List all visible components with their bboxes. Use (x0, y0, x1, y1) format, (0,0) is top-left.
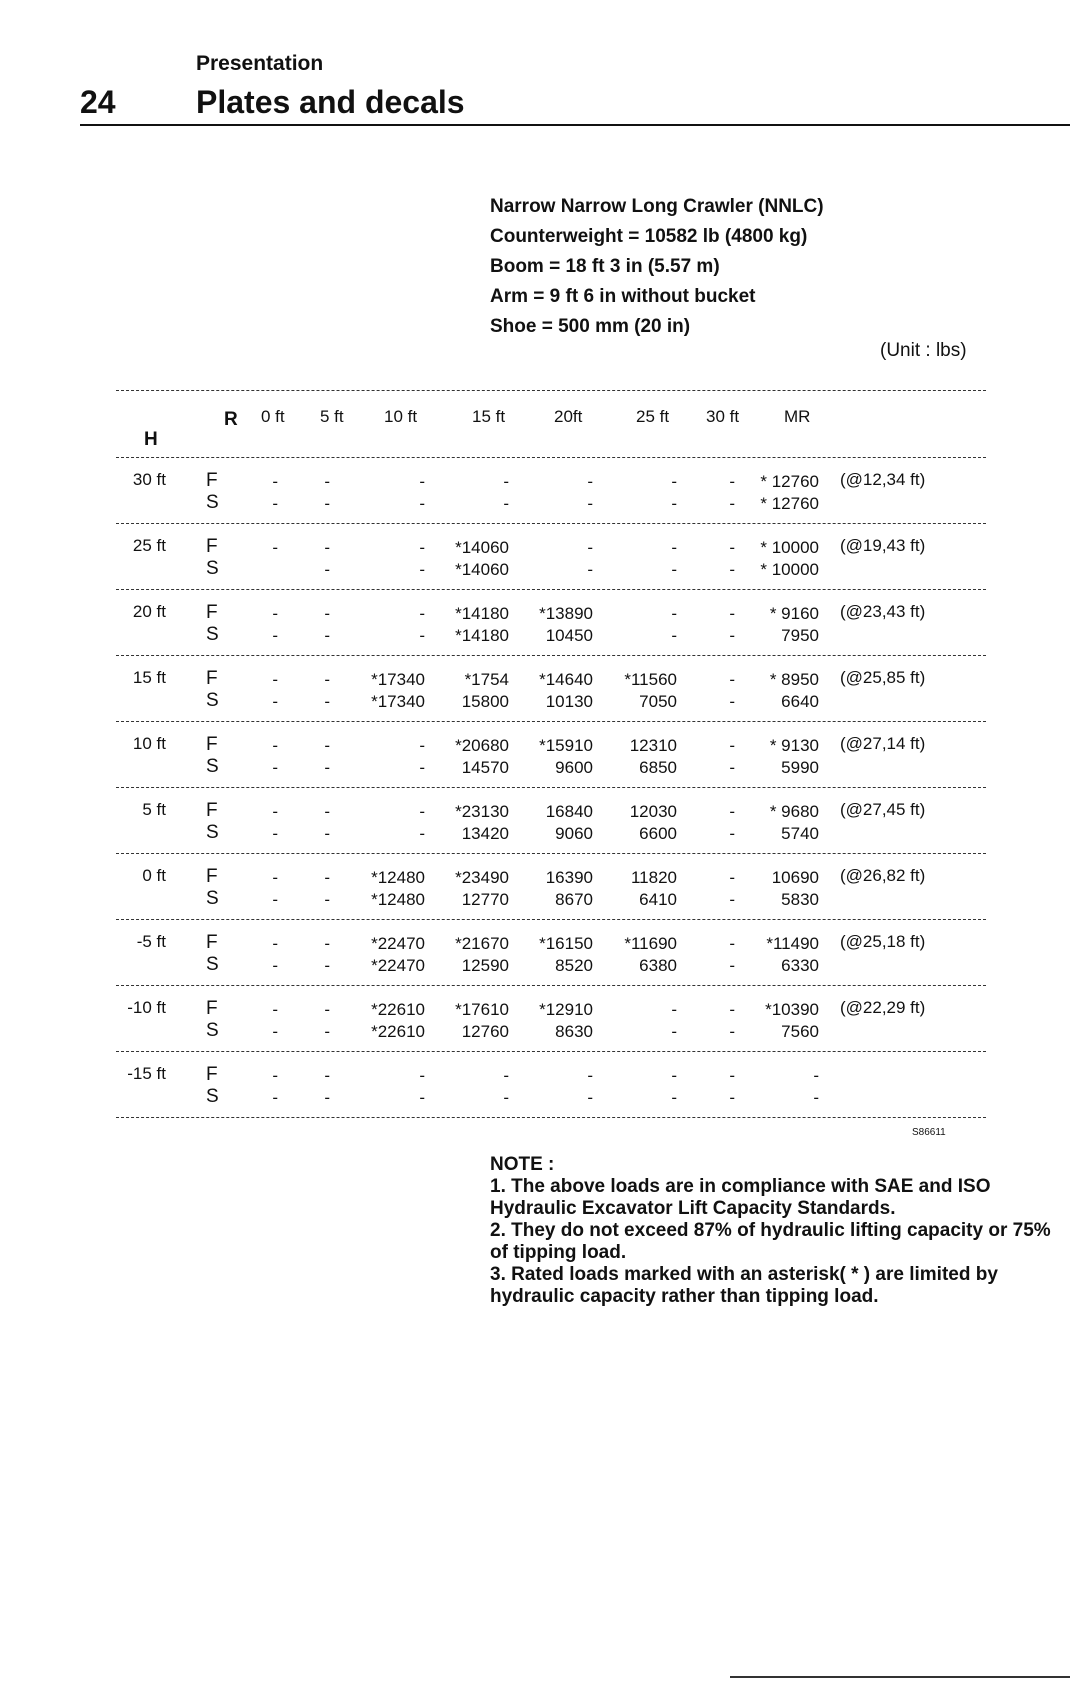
spec-model: Narrow Narrow Long Crawler (NNLC) (490, 196, 824, 217)
table-cell: 7950 (781, 626, 819, 645)
table-cell: 9600 (555, 758, 593, 777)
table-cell: *15910 (539, 736, 593, 755)
table-cell: - (671, 626, 677, 645)
table-cell: - (419, 604, 425, 623)
table-cell: 13420 (461, 824, 509, 843)
table-cell: 9060 (555, 824, 593, 843)
height-label: -10 ft (127, 998, 166, 1017)
note-heading: NOTE : (490, 1154, 555, 1175)
side-label: S (206, 822, 219, 843)
table-cell: * 12760 (760, 494, 819, 513)
page-edge-mark (730, 1676, 1070, 1678)
table-cell: - (324, 802, 330, 821)
max-reach-note: (@27,14 ft) (840, 734, 926, 753)
table-cell: 6380 (639, 956, 677, 975)
table-cell: 12030 (629, 802, 677, 821)
spec-arm: Arm = 9 ft 6 in without bucket (490, 286, 756, 307)
table-cell: - (272, 736, 278, 755)
table-cell: * 10000 (760, 538, 819, 557)
table-cell: - (729, 802, 735, 821)
table-cell: - (587, 560, 593, 579)
table-cell: - (324, 758, 330, 777)
table-cell: 7050 (639, 692, 677, 711)
table-row (116, 854, 986, 919)
table-cell: 6330 (781, 956, 819, 975)
spec-counterweight: Counterweight = 10582 lb (4800 kg) (490, 226, 808, 247)
table-cell: - (272, 802, 278, 821)
table-cell: - (272, 494, 278, 513)
table-row (116, 656, 986, 721)
front-label: F (206, 1064, 218, 1085)
table-cell: 16390 (545, 868, 593, 887)
table-cell: - (729, 1022, 735, 1041)
table-cell: *22610 (371, 1022, 425, 1041)
table-cell: - (729, 472, 735, 491)
table-cell: - (729, 824, 735, 843)
table-cell: - (272, 604, 278, 623)
table-cell: - (324, 1066, 330, 1085)
note-item-2: 2. They do not exceed 87% of hydraulic lifting capacity or 75% of tipping load. (490, 1220, 1051, 1263)
table-cell: - (324, 890, 330, 909)
table-cell: 11820 (630, 868, 677, 887)
height-label: 20 ft (132, 602, 166, 621)
table-cell: *14180 (455, 626, 509, 645)
table-cell: 8670 (555, 890, 593, 909)
table-cell: - (503, 472, 509, 491)
table-cell: - (729, 538, 735, 557)
header-rule (80, 124, 1070, 126)
spec-shoe: Shoe = 500 mm (20 in) (490, 316, 691, 337)
front-label: F (206, 998, 218, 1019)
table-cell: - (324, 626, 330, 645)
column-header: 15 ft (472, 407, 506, 426)
column-header: MR (784, 407, 811, 426)
front-label: F (206, 668, 218, 689)
table-cell: * 9680 (769, 802, 819, 821)
table-header (116, 391, 986, 457)
page-title: Plates and decals (196, 84, 465, 120)
height-label: 0 ft (142, 866, 166, 885)
table-cell: 12760 (461, 1022, 509, 1041)
front-label: F (206, 734, 218, 755)
column-header: 30 ft (706, 407, 740, 426)
table-cell: *1754 (464, 670, 509, 689)
side-label: S (206, 756, 219, 777)
table-cell: 6410 (639, 890, 677, 909)
table-cell: - (324, 670, 330, 689)
column-header: 5 ft (320, 407, 344, 426)
table-row (116, 986, 986, 1051)
table-cell: *22470 (371, 956, 425, 975)
table-cell: * 9160 (769, 604, 819, 623)
table-cell: 10690 (771, 868, 819, 887)
page-number: 24 (80, 84, 116, 120)
max-reach-note: (@26,82 ft) (840, 866, 926, 885)
table-cell: - (671, 1088, 677, 1107)
table-cell: *14180 (455, 604, 509, 623)
table-cell: - (419, 736, 425, 755)
side-label: S (206, 1020, 219, 1041)
max-reach-note: (@22,29 ft) (840, 998, 926, 1017)
table-cell: 5740 (781, 824, 819, 843)
table-cell: - (272, 1000, 278, 1019)
table-cell: - (419, 824, 425, 843)
table-cell: - (729, 1066, 735, 1085)
side-label: S (206, 624, 219, 645)
table-cell: - (671, 494, 677, 513)
table-cell: - (324, 956, 330, 975)
table-cell: * 12760 (760, 472, 819, 491)
table-cell: *11560 (624, 670, 677, 689)
table-cell: - (671, 538, 677, 557)
table-cell: - (324, 604, 330, 623)
column-header: 0 ft (261, 407, 285, 426)
table-cell: - (671, 560, 677, 579)
table-cell: *20680 (455, 736, 509, 755)
table-cell: 16840 (545, 802, 593, 821)
front-label: F (206, 800, 218, 821)
spec-block (490, 192, 824, 342)
table-cell: *22470 (371, 934, 425, 953)
table-cell: - (671, 1000, 677, 1019)
r-label: R (224, 409, 238, 430)
table-cell: - (272, 868, 278, 887)
table-cell: *14060 (455, 538, 509, 557)
table-cell: - (729, 494, 735, 513)
table-cell: * 10000 (760, 560, 819, 579)
table-cell: *22610 (371, 1000, 425, 1019)
front-label: F (206, 602, 218, 623)
max-reach-note: (@12,34 ft) (840, 470, 926, 489)
table-cell: - (729, 1000, 735, 1019)
table-cell: - (272, 890, 278, 909)
max-reach-note: (@25,85 ft) (840, 668, 926, 687)
table-cell: *11690 (624, 934, 677, 953)
column-header: 20ft (554, 407, 583, 426)
height-label: -5 ft (136, 932, 166, 951)
table-cell: 5990 (781, 758, 819, 777)
table-cell: 5830 (781, 890, 819, 909)
max-reach-note: (@25,18 ft) (840, 932, 926, 951)
table-divider (116, 1117, 986, 1118)
table-cell: *13890 (539, 604, 593, 623)
table-cell: - (729, 890, 735, 909)
table-cell: - (272, 1022, 278, 1041)
table-cell: *10390 (765, 1000, 819, 1019)
table-cell: - (324, 560, 330, 579)
section-label: Presentation (196, 52, 324, 75)
table-cell: - (419, 758, 425, 777)
note-item-3: 3. Rated loads marked with an asterisk( * ) are limited by hydraulic capacity rather than tipping load. (490, 1264, 998, 1307)
table-cell: - (419, 626, 425, 645)
table-cell: - (587, 494, 593, 513)
table-cell: - (419, 538, 425, 557)
table-cell: - (729, 1088, 735, 1107)
table-cell: - (272, 1088, 278, 1107)
figure-code: S86611 (912, 1127, 946, 1138)
table-cell: - (671, 1066, 677, 1085)
table-cell: *21670 (455, 934, 509, 953)
table-cell: *14060 (455, 560, 509, 579)
height-label: -15 ft (127, 1064, 166, 1083)
table-cell: - (671, 604, 677, 623)
table-cell: *23490 (455, 868, 509, 887)
side-label: S (206, 888, 219, 909)
side-label: S (206, 954, 219, 975)
table-cell: - (419, 1066, 425, 1085)
table-cell: - (272, 472, 278, 491)
max-reach-note: (@19,43 ft) (840, 536, 926, 555)
table-cell: *12480 (371, 868, 425, 887)
side-label: S (206, 558, 219, 579)
front-label: F (206, 866, 218, 887)
table-cell: - (324, 736, 330, 755)
table-cell: - (503, 1088, 509, 1107)
table-cell: - (729, 560, 735, 579)
height-label: 30 ft (132, 470, 166, 489)
table-cell: - (587, 538, 593, 557)
max-reach-note: (@27,45 ft) (840, 800, 926, 819)
table-cell: - (272, 626, 278, 645)
table-cell: - (729, 626, 735, 645)
table-cell: - (729, 692, 735, 711)
table-cell: *23130 (455, 802, 509, 821)
table-cell: 8520 (555, 956, 593, 975)
table-cell: - (324, 1088, 330, 1107)
table-cell: - (503, 494, 509, 513)
note-block (490, 1154, 1065, 1308)
table-cell: 12590 (461, 956, 509, 975)
note-item-1: 1. The above loads are in compliance with SAE and ISO Hydraulic Excavator Lift Capacity Standards. (490, 1176, 991, 1219)
table-cell: 6640 (781, 692, 819, 711)
max-reach-note: (@23,43 ft) (840, 602, 926, 621)
table-row (116, 920, 986, 985)
table-cell: - (419, 560, 425, 579)
table-row (116, 458, 986, 523)
front-label: F (206, 470, 218, 491)
table-cell: - (729, 604, 735, 623)
table-cell: - (272, 1066, 278, 1085)
table-cell: - (272, 538, 278, 557)
table-cell: 10450 (545, 626, 593, 645)
column-header: 25 ft (636, 407, 670, 426)
column-header: 10 ft (384, 407, 418, 426)
table-cell: - (419, 494, 425, 513)
table-cell: *12480 (371, 890, 425, 909)
unit-label: (Unit : lbs) (880, 340, 967, 361)
table-cell: - (587, 472, 593, 491)
front-label: F (206, 536, 218, 557)
table-row (116, 1052, 986, 1117)
table-cell: *11490 (766, 934, 819, 953)
table-cell: - (272, 824, 278, 843)
table-cell: - (324, 692, 330, 711)
table-cell: 15800 (461, 692, 509, 711)
side-label: S (206, 690, 219, 711)
table-cell: - (729, 670, 735, 689)
table-cell: - (324, 1022, 330, 1041)
table-row (116, 788, 986, 853)
table-cell: - (419, 802, 425, 821)
table-cell: * 9130 (769, 736, 819, 755)
table-cell: - (813, 1066, 819, 1085)
table-cell: *12910 (539, 1000, 593, 1019)
table-cell: - (729, 868, 735, 887)
table-row (116, 722, 986, 787)
table-cell: - (324, 934, 330, 953)
table-cell: - (587, 1066, 593, 1085)
table-cell: - (272, 758, 278, 777)
table-cell: - (729, 736, 735, 755)
table-cell: - (419, 1088, 425, 1107)
table-cell: 12770 (461, 890, 509, 909)
lift-capacity-table (116, 390, 986, 1118)
table-cell: *17340 (371, 670, 425, 689)
table-cell: - (324, 1000, 330, 1019)
height-label: 10 ft (132, 734, 166, 753)
table-cell: *14640 (539, 670, 593, 689)
table-cell: - (671, 1022, 677, 1041)
table-cell: - (671, 472, 677, 491)
table-cell: *17610 (455, 1000, 509, 1019)
table-cell: 10130 (545, 692, 593, 711)
table-cell: - (729, 956, 735, 975)
height-label: 15 ft (132, 668, 166, 687)
table-cell: 12310 (629, 736, 677, 755)
table-cell: - (419, 472, 425, 491)
table-cell: - (272, 956, 278, 975)
table-cell: - (729, 934, 735, 953)
table-row (116, 590, 986, 655)
table-cell: 6600 (639, 824, 677, 843)
table-cell: - (272, 934, 278, 953)
height-label: 25 ft (132, 536, 166, 555)
table-cell: 7560 (781, 1022, 819, 1041)
h-label: H (144, 429, 158, 450)
height-label: 5 ft (142, 800, 166, 819)
table-cell: - (813, 1088, 819, 1107)
spec-boom: Boom = 18 ft 3 in (5.57 m) (490, 256, 720, 277)
table-cell: - (503, 1066, 509, 1085)
table-cell: *16150 (539, 934, 593, 953)
table-cell: - (272, 670, 278, 689)
table-cell: 14570 (461, 758, 509, 777)
table-cell: * 8950 (769, 670, 819, 689)
table-cell: - (324, 494, 330, 513)
table-cell: - (324, 538, 330, 557)
table-cell: - (729, 758, 735, 777)
table-cell: 8630 (555, 1022, 593, 1041)
table-cell: - (324, 472, 330, 491)
table-cell: - (324, 868, 330, 887)
side-label: S (206, 492, 219, 513)
table-cell: - (587, 1088, 593, 1107)
table-cell: 6850 (639, 758, 677, 777)
side-label: S (206, 1086, 219, 1107)
table-cell: - (272, 692, 278, 711)
table-cell: - (324, 824, 330, 843)
table-cell: *17340 (371, 692, 425, 711)
front-label: F (206, 932, 218, 953)
table-row (116, 524, 986, 589)
